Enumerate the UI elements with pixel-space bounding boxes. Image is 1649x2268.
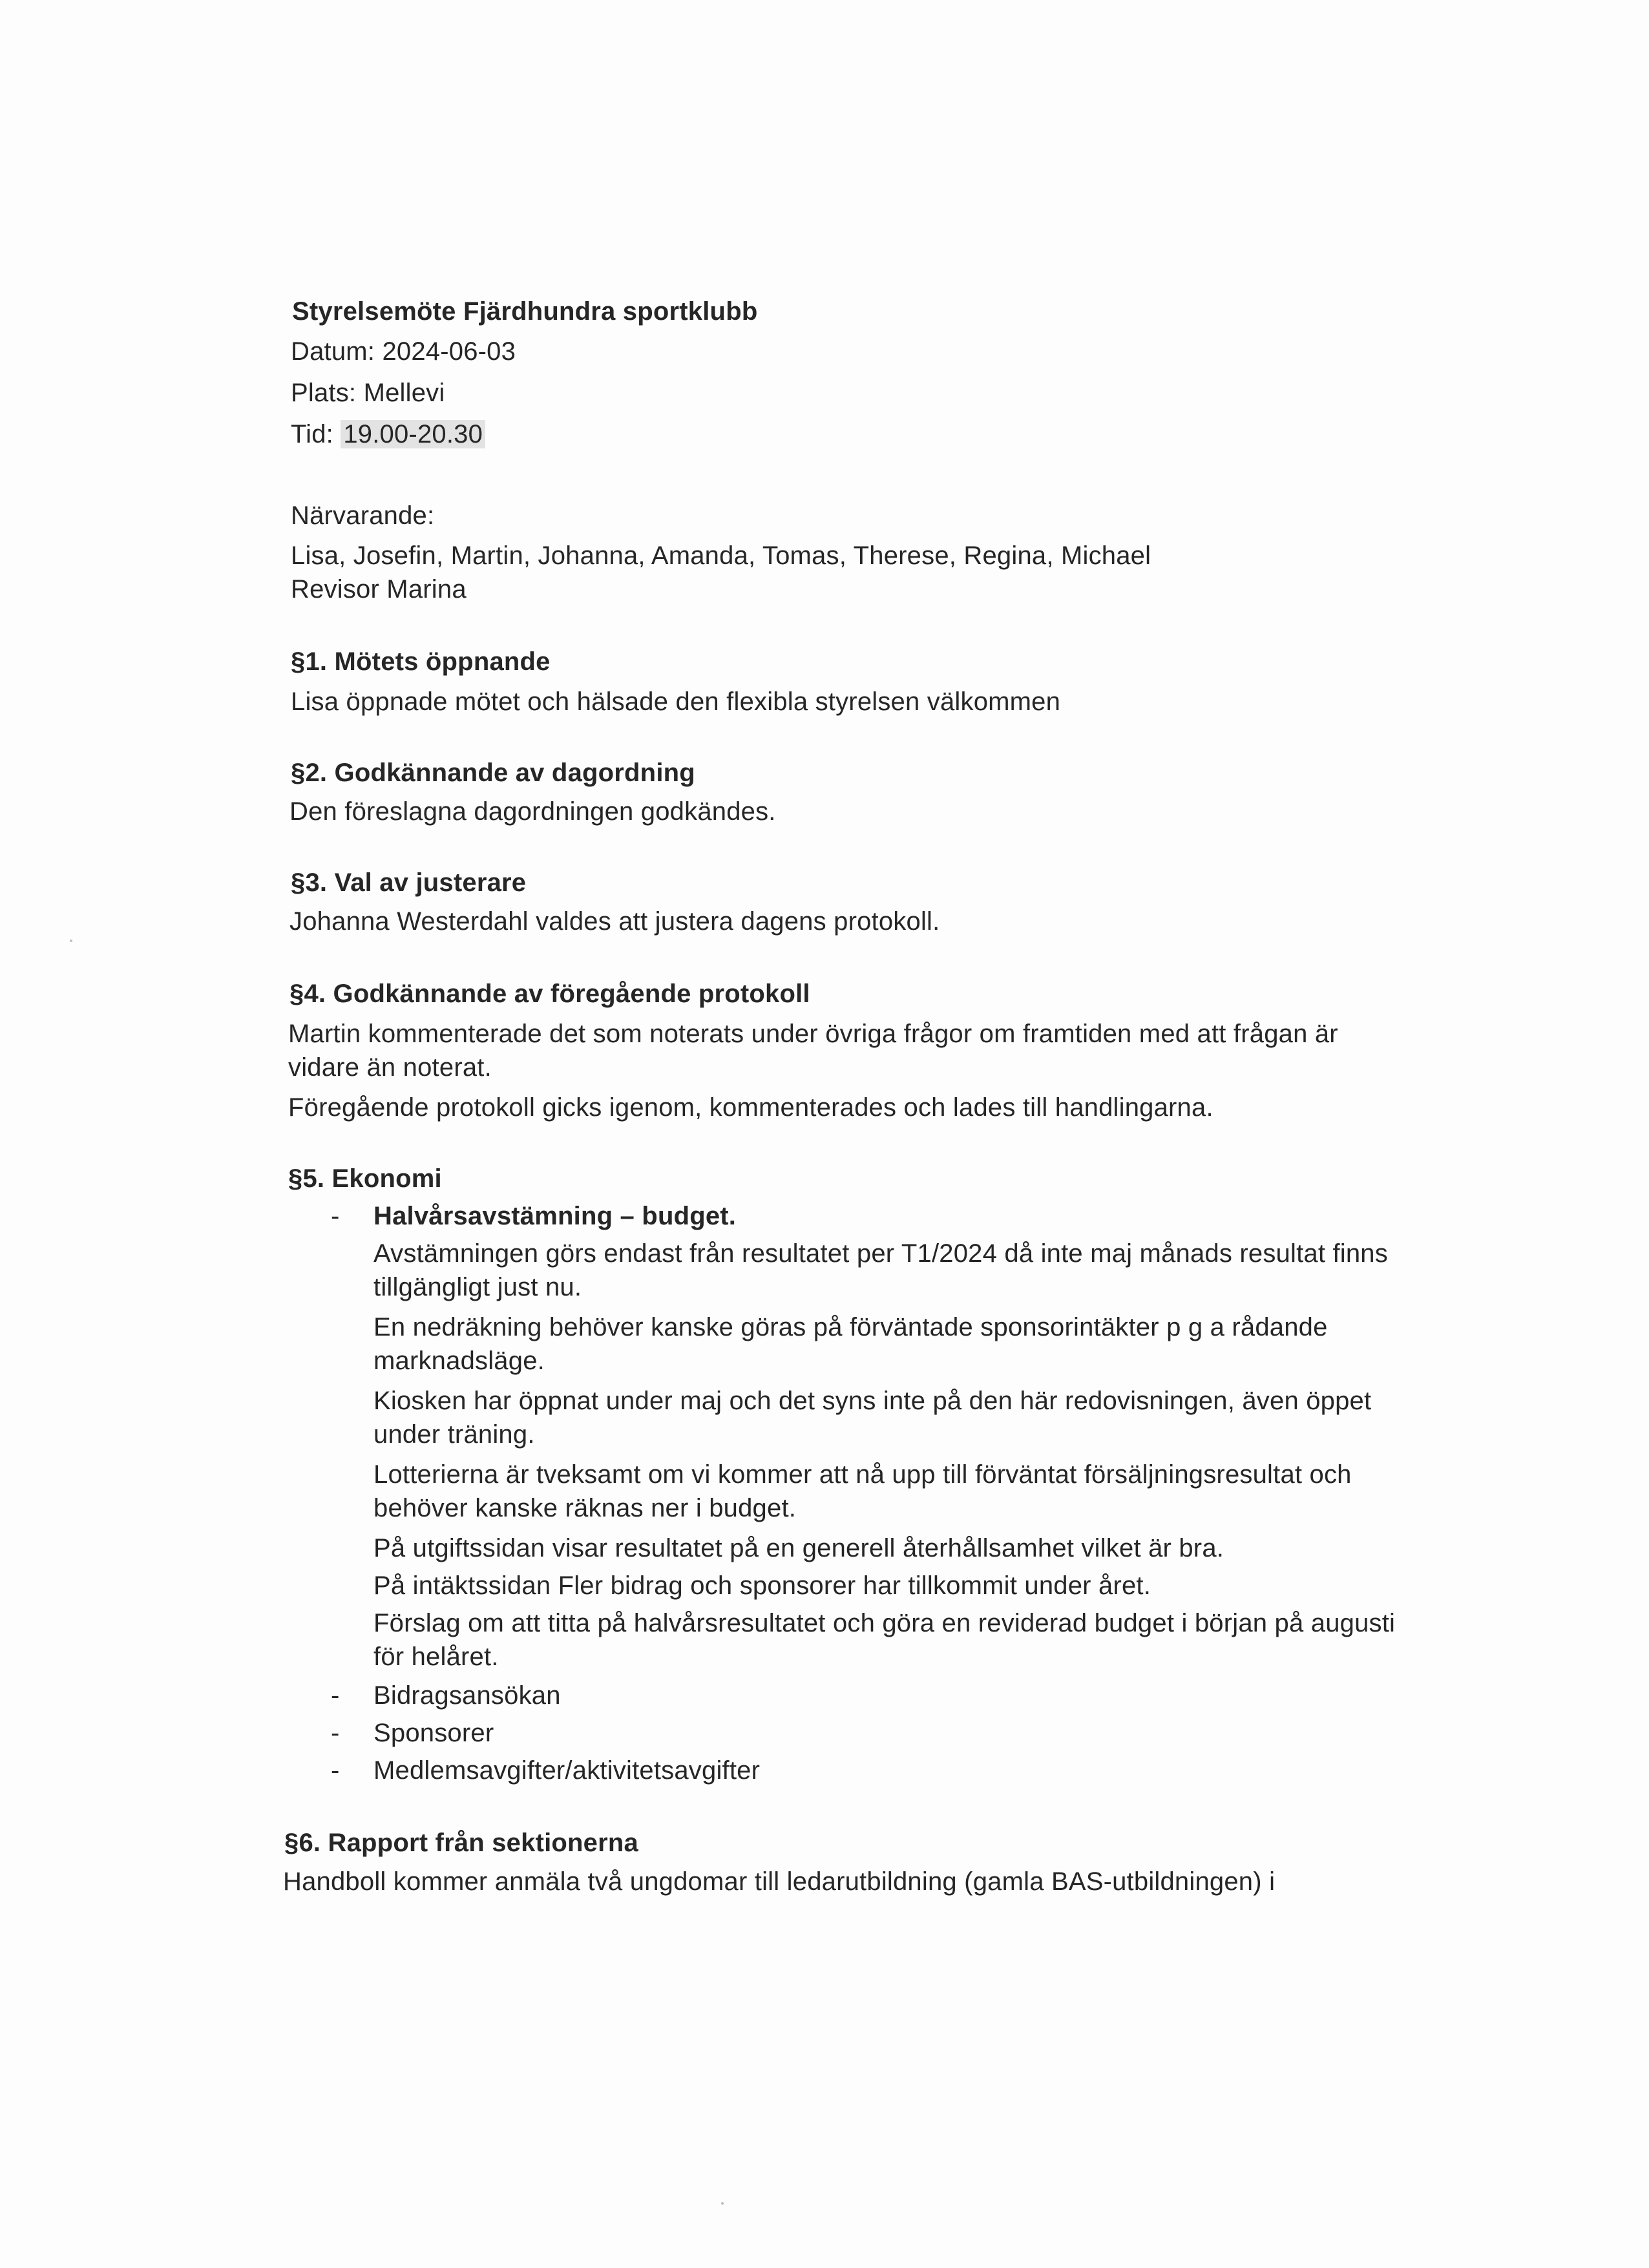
section-4-line-3: Föregående protokoll gicks igenom, kommenterades och lades till handlingarna.: [288, 1093, 1213, 1122]
place-label: Plats:: [291, 379, 357, 407]
bullet-item: Sponsorer: [373, 1719, 494, 1747]
time-label: Tid:: [291, 420, 333, 448]
attendance-auditor: Revisor Marina: [291, 575, 467, 604]
section-4-line-2: vidare än noterat.: [288, 1053, 492, 1082]
section-5-line: Kiosken har öppnat under maj och det syns inte på den här redovisningen, även öppet: [373, 1387, 1372, 1415]
scan-speck: [721, 2202, 724, 2205]
section-3-heading: §3. Val av justerare: [291, 868, 527, 897]
section-4-heading: §4. Godkännande av föregående protokoll: [289, 980, 810, 1008]
section-5-heading: §5. Ekonomi: [288, 1164, 442, 1193]
date-line: [291, 335, 516, 368]
section-5-line: tillgängligt just nu.: [373, 1273, 582, 1301]
section-5-subheading: Halvårsavstämning – budget.: [373, 1202, 737, 1230]
section-5-line: Avstämningen görs endast från resultatet per T1/2024 då inte maj månads resultat finns: [373, 1239, 1388, 1268]
section-5-line: för helåret.: [373, 1643, 499, 1671]
bullet-item: Bidragsansökan: [373, 1681, 561, 1710]
date-label: Datum:: [291, 337, 375, 366]
section-1-text: Lisa öppnade mötet och hälsade den flexibla styrelsen välkommen: [291, 688, 1061, 716]
bullet-dash: -: [331, 1681, 340, 1710]
section-5-line: behöver kanske räknas ner i budget.: [373, 1494, 797, 1522]
section-5-line: Lotterierna är tveksamt om vi kommer att nå upp till förväntat försäljningsresultat och: [373, 1460, 1352, 1489]
bullet-dash: -: [331, 1202, 340, 1230]
place-line: [291, 376, 445, 410]
bullet-item: Medlemsavgifter/aktivitetsavgifter: [373, 1756, 761, 1785]
section-4-line-1: Martin kommenterade det som noterats under övriga frågor om framtiden med att frågan är: [288, 1020, 1338, 1048]
section-2-text: Den föreslagna dagordningen godkändes.: [289, 797, 776, 826]
section-2-heading: §2. Godkännande av dagordning: [291, 759, 695, 787]
section-5-line: under träning.: [373, 1420, 535, 1449]
section-5-line: På intäktssidan Fler bidrag och sponsorer har tillkommit under året.: [373, 1571, 1151, 1600]
bullet-dash: -: [331, 1756, 340, 1785]
attendance-heading: Närvarande:: [291, 501, 435, 530]
document-title: Styrelsemöte Fjärdhundra sportklubb: [292, 297, 758, 326]
section-1-heading: §1. Mötets öppnande: [291, 647, 551, 676]
time-value: 19.00-20.30: [341, 420, 485, 448]
attendance-members: Lisa, Josefin, Martin, Johanna, Amanda, Tomas, Therese, Regina, Michael: [291, 541, 1151, 570]
section-6-heading: §6. Rapport från sektionerna: [284, 1829, 638, 1857]
date-value: 2024-06-03: [382, 337, 516, 366]
section-5-line: På utgiftssidan visar resultatet på en generell återhållsamhet vilket är bra.: [373, 1534, 1224, 1562]
section-5-line: Förslag om att titta på halvårsresultatet och göra en reviderad budget i början på augusti: [373, 1609, 1396, 1637]
scan-speck: [70, 940, 72, 942]
section-5-line: En nedräkning behöver kanske göras på förväntade sponsorintäkter p g a rådande: [373, 1313, 1328, 1341]
time-line: [291, 417, 485, 451]
section-3-text: Johanna Westerdahl valdes att justera dagens protokoll.: [289, 907, 940, 936]
place-value: Mellevi: [363, 379, 445, 407]
section-6-text: Handboll kommer anmäla två ungdomar till ledarutbildning (gamla BAS-utbildningen) i: [283, 1867, 1276, 1896]
bullet-dash: -: [331, 1719, 340, 1747]
section-5-line: marknadsläge.: [373, 1347, 545, 1375]
